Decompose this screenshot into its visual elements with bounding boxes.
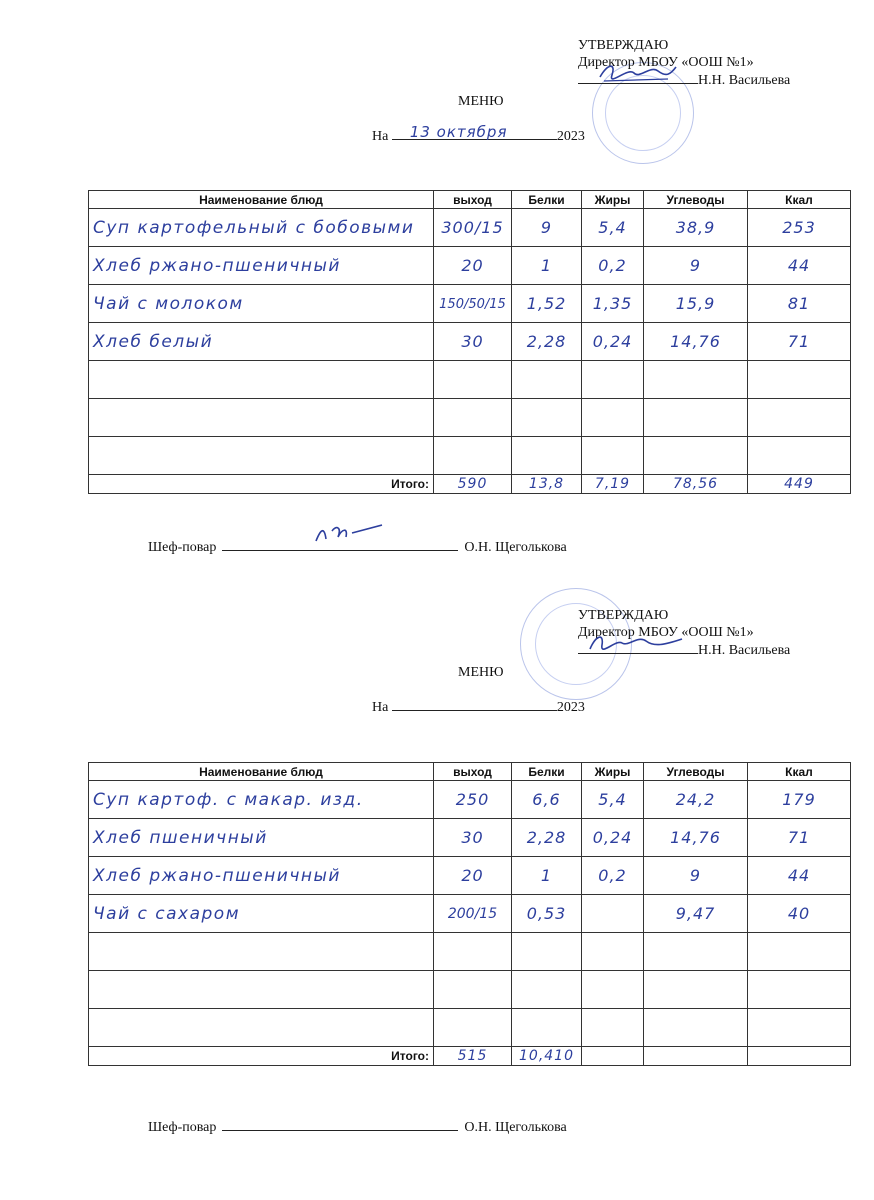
dish-protein: 2,28	[526, 827, 567, 847]
dish-output: 150/50/15	[439, 296, 506, 312]
dish-fat: 0,2	[598, 865, 627, 885]
approval-position: Директор МБОУ «ООШ №1»	[578, 55, 754, 70]
column-header: выход	[434, 763, 512, 781]
dish-carbs: 14,76	[670, 827, 721, 847]
menu-table	[88, 762, 851, 1066]
total-output: 590	[457, 476, 488, 492]
total-fat: 7,19	[594, 476, 631, 492]
date-year: 2023	[556, 129, 585, 144]
dish-fat: 5,4	[598, 217, 627, 237]
column-header: Наименование блюд	[89, 191, 434, 209]
column-header: Ккал	[748, 763, 851, 781]
table-row	[89, 857, 851, 895]
table-row	[89, 361, 851, 399]
dish-protein: 6,6	[532, 789, 561, 809]
dish-output: 250	[455, 789, 490, 809]
chef-signature	[312, 521, 392, 547]
date-prefix: На	[372, 700, 389, 715]
table-row	[89, 781, 851, 819]
table-row	[89, 285, 851, 323]
chef-label: Шеф-повар	[148, 540, 217, 555]
dish-kcal: 71	[787, 331, 811, 351]
approval-title: УТВЕРЖДАЮ	[578, 608, 669, 623]
column-header: Углеводы	[644, 191, 748, 209]
dish-kcal: 44	[787, 255, 811, 275]
dish-kcal: 71	[787, 827, 811, 847]
dish-kcal: 253	[782, 217, 816, 237]
dish-name: Суп картофельный с бобовыми	[93, 217, 415, 238]
chef-signature-block	[148, 537, 567, 556]
director-name: Н.Н. Васильева	[698, 643, 791, 658]
total-row	[89, 1047, 851, 1066]
dish-name: Суп картоф. с макар. изд.	[93, 789, 364, 810]
dish-name: Хлеб пшеничный	[93, 827, 268, 848]
menu-title: МЕНЮ	[458, 94, 504, 109]
date-handwritten: 13 октября	[409, 123, 508, 141]
column-header: Белки	[512, 191, 582, 209]
director-signature	[588, 631, 684, 655]
total-carbs: 78,56	[672, 476, 719, 492]
column-header: Белки	[512, 763, 582, 781]
column-header: Жиры	[582, 191, 644, 209]
dish-carbs: 9	[689, 865, 702, 885]
approval-position: Директор МБОУ «ООШ №1»	[578, 625, 754, 640]
dish-kcal: 179	[782, 789, 816, 809]
table-row	[89, 933, 851, 971]
total-kcal: 449	[784, 476, 814, 492]
dish-fat: 0,2	[598, 255, 627, 275]
dish-protein: 1	[540, 255, 553, 275]
column-header: выход	[434, 191, 512, 209]
total-protein: 13,8	[528, 476, 565, 492]
menu-table	[88, 190, 851, 494]
column-header: Наименование блюд	[89, 763, 434, 781]
dish-name: Хлеб белый	[93, 331, 214, 352]
chef-signature-block	[148, 1117, 567, 1136]
director-signature-line	[578, 641, 698, 654]
dish-fat: 5,4	[598, 789, 627, 809]
dish-protein: 0,53	[526, 903, 567, 923]
date-prefix: На	[372, 129, 389, 144]
dish-protein: 2,28	[526, 331, 567, 351]
dish-carbs: 38,9	[675, 217, 716, 237]
dish-carbs: 15,9	[675, 293, 716, 313]
dish-name: Чай с молоком	[93, 293, 244, 314]
dish-carbs: 9	[689, 255, 702, 275]
dish-fat: 1,35	[592, 293, 633, 313]
dish-carbs: 24,2	[675, 789, 716, 809]
table-row	[89, 895, 851, 933]
dish-name: Хлеб ржано-пшеничный	[93, 865, 341, 886]
column-header: Жиры	[582, 763, 644, 781]
dish-output: 20	[461, 865, 484, 885]
table-row	[89, 399, 851, 437]
dish-carbs: 14,76	[670, 331, 721, 351]
approval-block	[578, 37, 790, 89]
approval-block	[578, 607, 790, 659]
dish-fat: 0,24	[592, 827, 633, 847]
date-year: 2023	[556, 700, 585, 715]
chef-label: Шеф-повар	[148, 1120, 217, 1135]
dish-output: 30	[461, 331, 484, 351]
director-signature-line	[578, 71, 698, 84]
approval-title: УТВЕРЖДАЮ	[578, 38, 669, 53]
column-header: Углеводы	[644, 763, 748, 781]
table-row	[89, 247, 851, 285]
table-row	[89, 1009, 851, 1047]
director-signature	[598, 61, 678, 85]
menu-date	[372, 697, 585, 716]
chef-name: О.Н. Щеголькова	[464, 1120, 567, 1135]
dish-fat: 0,24	[592, 331, 633, 351]
dish-carbs: 9,47	[675, 903, 716, 923]
chef-signature-line	[222, 1117, 458, 1131]
chef-name: О.Н. Щеголькова	[464, 540, 567, 555]
total-protein: 10,410	[519, 1048, 574, 1064]
table-row	[89, 971, 851, 1009]
dish-protein: 1	[540, 865, 553, 885]
column-header: Ккал	[748, 191, 851, 209]
dish-output: 200/15	[447, 905, 498, 922]
dish-output: 30	[461, 827, 484, 847]
table-row	[89, 323, 851, 361]
total-label: Итого:	[89, 1047, 434, 1066]
menu-title: МЕНЮ	[458, 665, 504, 680]
table-row	[89, 437, 851, 475]
menu-date	[372, 123, 585, 145]
dish-protein: 1,52	[526, 293, 567, 313]
dish-protein: 9	[540, 217, 553, 237]
dish-name: Чай с сахаром	[93, 903, 241, 924]
total-row	[89, 475, 851, 494]
director-name: Н.Н. Васильева	[698, 73, 791, 88]
table-row	[89, 819, 851, 857]
dish-output: 20	[461, 255, 484, 275]
dish-kcal: 40	[787, 903, 811, 923]
total-label: Итого:	[89, 475, 434, 494]
chef-signature-line	[222, 537, 458, 551]
table-row	[89, 209, 851, 247]
dish-name: Хлеб ржано-пшеничный	[93, 255, 341, 276]
total-output: 515	[457, 1048, 488, 1064]
dish-kcal: 44	[787, 865, 811, 885]
dish-output: 300/15	[441, 217, 504, 237]
dish-kcal: 81	[787, 293, 811, 313]
